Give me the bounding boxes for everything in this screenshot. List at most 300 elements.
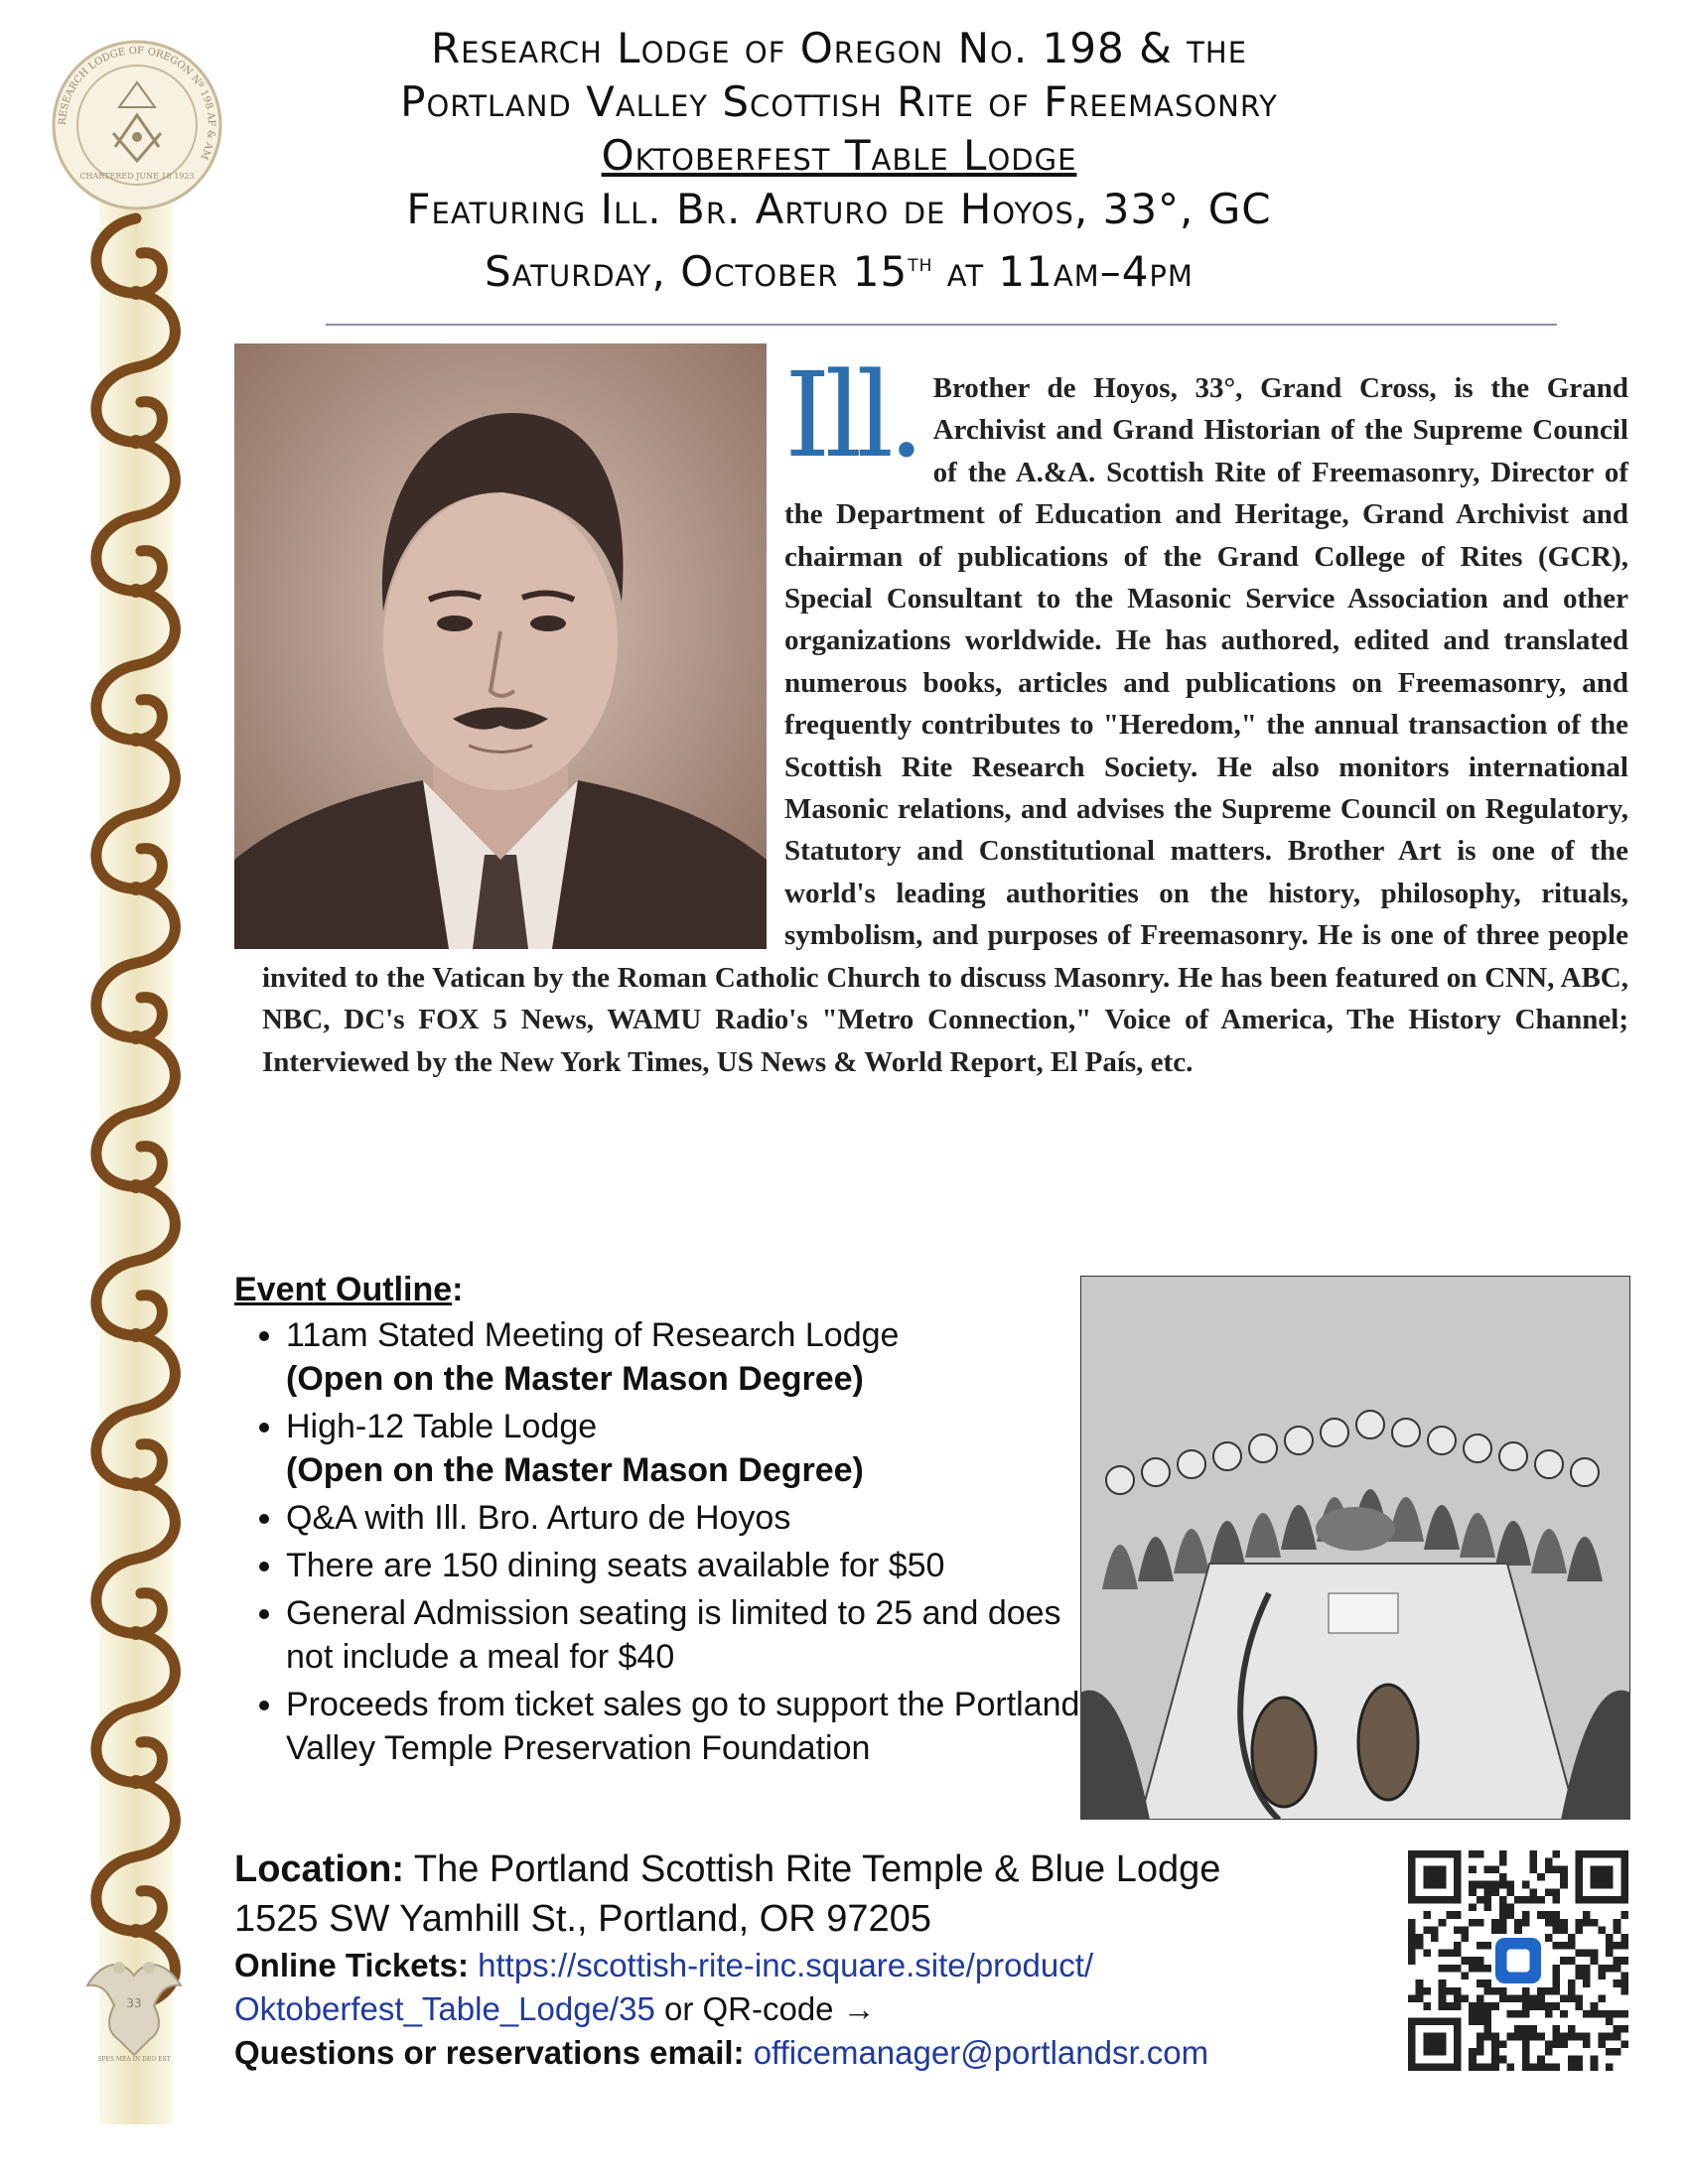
qr-module [1499,2056,1507,2064]
outline-item [286,1683,1088,1770]
qr-module [1431,1927,1439,1935]
qr-module [1439,1987,1447,1995]
qr-module [1499,1927,1507,1935]
outline-item [286,1313,1088,1401]
qr-module [1545,1911,1553,1919]
qr-module [1620,1987,1628,1995]
qr-module [1620,2025,1628,2033]
qr-module [1545,2063,1553,2071]
qr-module [1529,2025,1537,2033]
qr-module [1575,2002,1583,2010]
qr-module [1416,1979,1424,1987]
qr-module [1499,1987,1507,1995]
qr-module [1484,1904,1492,1912]
qr-module [1568,1934,1576,1942]
outline-item [286,1496,1088,1540]
qr-module [1583,1972,1591,1979]
engraving-head [1356,1411,1384,1438]
tickets-line: Online Tickets: https://scottish-rite-inc.square.site/product/ [234,1947,1094,1983]
qr-module [1614,2025,1621,2033]
qr-module [1462,1972,1470,1979]
qr-module [1606,1934,1614,1942]
qr-module [1408,1957,1416,1965]
qr-module [1477,2040,1484,2048]
qr-module [1568,1979,1576,1987]
header-line-2: Portland Valley Scottish Rite of Freemasonry [400,77,1278,126]
qr-module [1477,1994,1484,2002]
qr-module [1560,1994,1568,2002]
qr-module [1614,1957,1621,1965]
qr-module [1614,2033,1621,2041]
qr-module [1469,2010,1477,2018]
qr-module [1575,1927,1583,1935]
event-title: Oktoberfest Table Lodge [601,131,1077,180]
qr-module [1423,1911,1431,1919]
event-outline-list [234,1313,1088,1770]
outline-item-text: High-12 Table Lodge [286,1408,598,1445]
qr-module [1439,2002,1447,2010]
qr-module [1491,2033,1499,2041]
qr-module [1614,1942,1621,1950]
engraving-head [1571,1458,1599,1486]
border-dot [129,882,143,895]
qr-module [1423,1950,1431,1958]
qr-module [1583,1950,1591,1958]
qr-module [1598,1972,1606,1979]
outline-item-text: 11am Stated Meeting of Research Lodge [286,1316,900,1354]
event-outline-title: Event Outline: [234,1271,464,1308]
qr-module [1408,1994,1416,2002]
qr-module [1484,1942,1492,1950]
border-dot [129,435,143,449]
qr-module [1606,2048,1614,2056]
address-line: 1525 SW Yamhill St., Portland, OR 97205 [234,1898,931,1940]
qr-module [1552,1888,1560,1896]
qr-module [1477,2063,1484,2071]
outline-item-note: (Open on the Master Mason Degree) [286,1451,864,1489]
border-dot [129,584,143,598]
qr-module [1454,2002,1462,2010]
qr-module [1598,1965,1606,1973]
qr-module [1552,1942,1560,1950]
decorative-border [52,40,220,2124]
qr-module [1514,1994,1522,2002]
qr-module [1583,1919,1591,1927]
qr-module [1462,1927,1470,1935]
engraving-head [1392,1419,1420,1446]
qr-module [1598,2040,1606,2048]
qr-module [1499,1873,1507,1881]
header-line-1: Research Lodge of Oregon No. 198 & the [430,24,1248,72]
qr-module [1477,1942,1484,1950]
qr-module [1484,2002,1492,2010]
qr-module [1416,1994,1424,2002]
qr-module [1591,2056,1599,2064]
qr-module [1462,1994,1470,2002]
qr-module [1469,2056,1477,2064]
qr-module [1484,2063,1492,2071]
qr-module [1439,1994,1447,2002]
qr-module [1469,1888,1477,1896]
qr-module [1469,2017,1477,2025]
border-dot [129,1477,143,1491]
qr-module [1484,2017,1492,2025]
qr-module [1446,1987,1454,1995]
qr-module [1560,1881,1568,1889]
qr-module [1598,1994,1606,2002]
qr-module [1522,1987,1530,1995]
outline-item-text: There are 150 dining seats available for $50 [286,1547,945,1584]
qr-module [1560,2040,1568,2048]
qr-module [1591,1865,1614,1888]
qr-module [1620,1972,1628,1979]
engraving-head [1535,1450,1563,1478]
qr-module [1408,1919,1416,1927]
qr-module [1431,1934,1439,1942]
qr-module [1529,1896,1537,1904]
border-dot [129,1626,143,1640]
qr-module [1552,1896,1560,1904]
qr-module [1454,1950,1462,1958]
qr-module [1469,2002,1477,2010]
qr-module [1507,2063,1515,2071]
qr-module [1484,2033,1492,2041]
qr-module [1552,1911,1560,1919]
qr-module [1423,1865,1446,1888]
email-link[interactable]: officemanager@portlandsr.com [753,2034,1209,2071]
qr-module [1560,1873,1568,1881]
qr-module [1575,1972,1583,1979]
qr-module [1514,1927,1522,1935]
qr-module [1522,1994,1530,2002]
eagle-number: 33 [126,1996,142,2010]
qr-module [1560,1865,1568,1873]
qr-module [1507,1911,1515,1919]
qr-module [1620,1911,1628,1919]
qr-module [1446,1950,1454,1958]
qr-module [1499,1858,1507,1866]
qr-module [1591,2063,1599,2071]
qr-module [1462,1957,1470,1965]
qr-module [1514,1896,1522,1904]
qr-module [1529,1858,1537,1866]
qr-module [1439,1965,1447,1973]
qr-module [1454,1927,1462,1935]
qr-module [1529,2063,1537,2071]
qr-module [1614,2010,1621,2018]
qr-module [1568,2033,1576,2041]
qr-module [1477,1957,1484,1965]
qr-module [1606,1950,1614,1958]
qr-module [1491,1881,1499,1889]
qr-module [1537,1873,1545,1881]
location-line: Location: The Portland Scottish Rite Temple & Blue Lodge [234,1848,1221,1890]
border-dot [129,1179,143,1193]
qr-module [1423,2002,1431,2010]
qr-module [1529,1850,1537,1858]
qr-module [1537,1994,1545,2002]
qr-module [1446,1911,1454,1919]
featuring-line: Featuring Ill. Br. Arturo de Hoyos, 33°, GC [406,185,1272,233]
seal-ring-text: RESEARCH LODGE OF OREGON Nº 198 AF & AM [57,45,217,162]
qr-module [1491,1987,1499,1995]
qr-module [1454,1987,1462,1995]
qr-module [1469,2048,1477,2056]
qr-module [1620,1942,1628,1950]
qr-module [1522,1911,1530,1919]
qr-module [1545,1858,1553,1866]
qr-module [1507,1888,1515,1896]
qr-module [1537,1987,1545,1995]
qr-module [1499,1850,1507,1858]
qr-module [1606,2017,1614,2025]
qr-module [1552,2025,1560,2033]
border-dot [129,1775,143,1789]
qr-module [1423,1987,1431,1995]
qr-module [1416,1942,1424,1950]
qr-module [1583,1965,1591,1973]
qr-module [1454,1911,1462,1919]
qr-module [1499,1881,1507,1889]
qr-module [1484,1865,1492,1873]
tickets-link[interactable]: https://scottish-rite-inc.square.site/product/ [478,1947,1094,1983]
qr-module [1552,2033,1560,2041]
qr-module [1469,1919,1477,1927]
qr-module [1575,2033,1583,2041]
qr-module [1575,1919,1583,1927]
qr-module [1560,2010,1568,2018]
qr-module [1507,2033,1515,2041]
qr-module [1514,2033,1522,2041]
qr-module [1620,2010,1628,2018]
qr-module [1537,2033,1545,2041]
qr-module [1591,1950,1599,1958]
outline-item [286,1544,1088,1587]
double-headed-eagle-icon [79,1946,189,2065]
qr-module [1477,2017,1484,2025]
qr-module [1522,1896,1530,1904]
qr-module [1484,1965,1492,1973]
qr-module [1522,2048,1530,2056]
qr-module [1598,1927,1606,1935]
qr-module [1614,1965,1621,1973]
qr-module [1469,1850,1477,1858]
qr-module [1552,1972,1560,1979]
engraving-head [1428,1427,1456,1454]
date-line: Saturday, October 15th at 11am–4pm [485,247,1194,296]
qr-module [1560,2033,1568,2041]
qr-module [1560,1927,1568,1935]
qr-module [1606,2063,1614,2071]
qr-module [1491,2040,1499,2048]
qr-module [1491,1888,1499,1896]
outline-item-text: General Admission seating is limited to 25 and does not include a meal for $40 [286,1594,1061,1676]
outline-item-text: Proceeds from ticket sales go to support the Portland Valley Temple Preservation Foundation [286,1686,1080,1767]
qr-module [1606,1965,1614,1973]
qr-module [1537,1911,1545,1919]
qr-module [1568,2063,1576,2071]
qr-module [1446,2002,1454,2010]
border-dot [129,733,143,747]
tickets-link-cont[interactable]: Oktoberfest_Table_Lodge/35 [234,1990,655,2027]
qr-module [1416,1934,1424,1942]
location-block [234,1844,1396,2075]
qr-module [1575,2056,1583,2064]
qr-module [1522,2056,1530,2064]
seal-inner-text: CHARTERED JUNE 18 1923 [79,172,195,181]
qr-module [1477,1881,1484,1889]
qr-module [1477,1965,1484,1973]
qr-module [1606,1942,1614,1950]
qr-module [1469,1965,1477,1973]
qr-module [1583,2040,1591,2048]
qr-module [1439,1950,1447,1958]
outline-item [286,1405,1088,1492]
tickets-line-2: Oktoberfest_Table_Lodge/35 or QR-code → [234,1990,876,2027]
qr-module [1545,2040,1553,2048]
engraving-head [1499,1442,1527,1470]
qr-module [1499,1904,1507,1912]
outline-item-text: Q&A with Ill. Bro. Arturo de Hoyos [286,1499,791,1537]
qr-module [1484,1888,1492,1896]
qr-module [1529,1865,1537,1873]
qr-module [1620,2040,1628,2048]
qr-module [1477,1896,1484,1904]
qr-module [1439,1979,1447,1987]
qr-module [1462,1934,1470,1942]
qr-module [1477,2010,1484,2018]
qr-module [1507,1994,1515,2002]
qr-module [1537,2056,1545,2064]
qr-module [1568,2056,1576,2064]
qr-module [1552,1927,1560,1935]
outline-item [286,1591,1088,1679]
qr-module [1491,1865,1499,1873]
qr-module [1598,2010,1606,2018]
engraving-head [1178,1450,1205,1478]
qr-module [1522,2033,1530,2041]
qr-module [1454,1994,1462,2002]
qr-module [1620,1957,1628,1965]
qr-module [1552,1850,1560,1858]
qr-module [1491,2048,1499,2056]
qr-module [1583,1979,1591,1987]
qr-module [1545,2002,1553,2010]
qr-module [1491,1927,1499,1935]
qr-module [1522,2010,1530,2018]
qr-module [1529,2002,1537,2010]
qr-module [1423,2033,1446,2056]
qr-module [1591,1957,1599,1965]
qr-module [1606,2010,1614,2018]
qr-module [1545,1919,1553,1927]
qr-code-icon[interactable] [1408,1850,1628,2071]
qr-module [1507,2010,1515,2018]
qr-module [1514,1919,1522,1927]
qr-module [1454,1942,1462,1950]
qr-module [1529,2033,1537,2041]
qr-module [1583,1911,1591,1919]
qr-module [1522,1919,1530,1927]
qr-module [1552,2040,1560,2048]
qr-module [1522,2040,1530,2048]
qr-module [1446,1965,1454,1973]
qr-module [1545,1934,1553,1942]
email-line: Questions or reservations email: officemanager@portlandsr.com [234,2034,1209,2071]
border-dot [129,1328,143,1342]
qr-module [1529,1888,1537,1896]
biography-text: Brother de Hoyos, 33°, Grand Cross, is the Grand Archivist and Grand Historian of the Supreme Council of the A.&A. Scottish Rite of Freemasonry, Director of the Department of Education and Heritage, Grand Archivist and chairman of publications of the Grand College of Rites (GCR), Special Consultant to the Masonic Service Association and other organizations worldwide. He has authored, edited and translated numerous books, articles and publications on Freemasonry, and frequently contributes to "Heredom," the annual transaction of the Scottish Rite Research Society. He also monitors international Masonic relations, and advises the Supreme Council on Regulatory, Statutory and Constitutional matters. Brother Art is one of the world's leading authorities on the history, philosophy, rituals, symbolism, and purposes of Freemasonry. He is one of three people invited to the Vatican by the Roman Catholic Church to discuss Masonry. He has been featured on CNN, ABC, NBC, DC's FOX 5 News, WAMU Radio's "Metro Connection," Voice of America, The History Channel; Interviewed by the New York Times, US News & World Report, El País, etc. [262,372,1628,1078]
engraving-head [1321,1419,1348,1446]
qr-module [1568,1957,1576,1965]
qr-module [1499,2040,1507,2048]
qr-module [1552,1965,1560,1973]
table-lodge-engraving [1080,1276,1630,1820]
qr-module [1537,2063,1545,2071]
qr-module [1484,1896,1492,1904]
qr-module [1552,1979,1560,1987]
qr-module [1583,2033,1591,2041]
qr-module [1469,1957,1477,1965]
flyer-header [228,22,1450,299]
qr-module [1591,1919,1599,1927]
qr-module [1484,1987,1492,1995]
border-dot [129,1924,143,1938]
qr-module [1469,1904,1477,1912]
qr-module [1491,2063,1499,2071]
qr-module [1491,1919,1499,1927]
masonic-seal-icon [50,38,224,212]
qr-module [1568,1987,1576,1995]
qr-module [1583,2010,1591,2018]
qr-module [1568,1994,1576,2002]
eagle-motto: SPES MEA IN DEO EST [97,2056,171,2063]
qr-module [1477,1979,1484,1987]
qr-module [1408,1950,1416,1958]
event-outline [234,1271,1088,1774]
qr-module [1575,1965,1583,1973]
qr-module [1469,1865,1477,1873]
biography [262,346,1628,1083]
qr-module [1499,1994,1507,2002]
outline-item-note: (Open on the Master Mason Degree) [286,1360,864,1398]
qr-module [1614,1919,1621,1927]
qr-module [1408,1934,1416,1942]
engraving-head [1213,1442,1241,1470]
qr-module [1545,1888,1553,1896]
engraving-head [1464,1434,1491,1462]
engraving-head [1142,1458,1170,1486]
border-dot [129,286,143,300]
header-divider [326,324,1557,326]
qr-module [1552,2063,1560,2071]
qr-module [1514,2025,1522,2033]
qr-module [1545,2048,1553,2056]
qr-module [1598,2033,1606,2041]
qr-module [1552,1865,1560,1873]
qr-module [1575,1994,1583,2002]
qr-module [1545,1987,1553,1995]
qr-module [1568,1942,1576,1950]
qr-module [1537,2002,1545,2010]
qr-module [1522,2002,1530,2010]
qr-module [1537,1896,1545,1904]
qr-module [1477,1919,1484,1927]
qr-module [1552,2002,1560,2010]
qr-module [1614,1927,1621,1935]
qr-module [1575,2063,1583,2071]
drop-cap: Ill. [784,346,919,483]
